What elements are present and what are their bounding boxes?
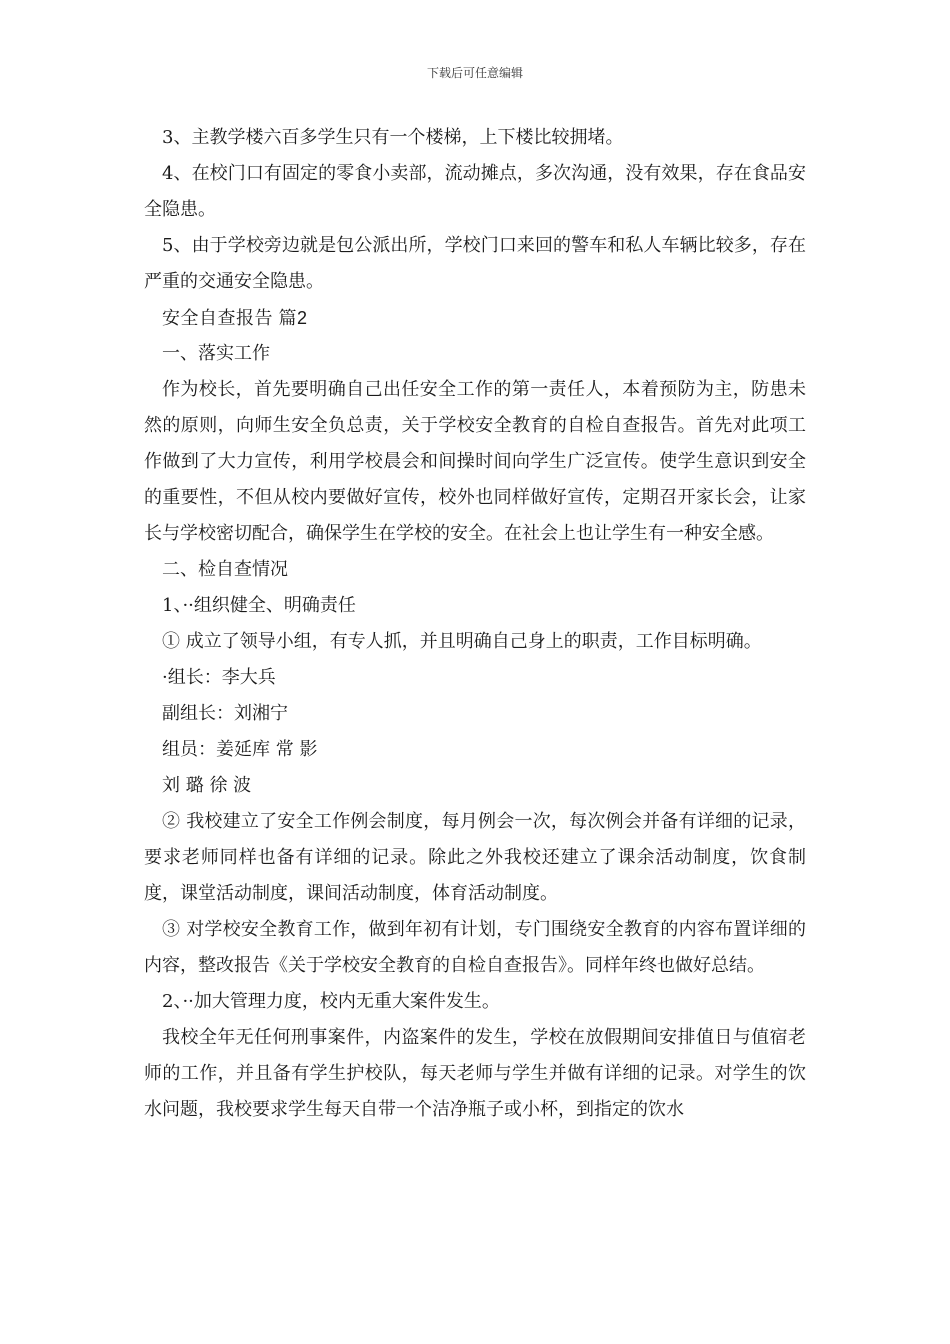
subheading-organization: 1、··组织健全、明确责任 [162,595,356,616]
item-meeting-system: ② 我校建立了安全工作例会制度，每月例会一次，每次例会并备有详细的记录，要求老师同样也备有详细的记录。除此之外我校还建立了课余活动制度，饮食制度，课堂活动制度，课间活动制度，体育活动制度。 [144,811,806,904]
item-annual-plan: ③ 对学校安全教育工作，做到年初有计划，专门围绕安全教育的内容布置详细的内容，整改报告《关于学校安全教育的自检自查报告》。同样年终也做好总结。 [144,919,806,976]
document-body [144,120,806,1128]
paragraph-food-safety: 4、在校门口有固定的零食小卖部，流动摊点，多次沟通，没有效果，存在食品安全隐患。 [144,163,806,220]
heading-self-inspection: 二、检自查情况 [162,559,288,580]
paragraph-stairs-congestion: 3、主教学楼六百多学生只有一个楼梯，上下楼比较拥堵。 [162,127,624,148]
paragraph-traffic-safety: 5、由于学校旁边就是包公派出所，学校门口来回的警车和私人车辆比较多，存在严重的交通安全隐患。 [144,235,806,292]
member-deputy-leader: 副组长：刘湘宁 [162,703,288,724]
paragraph-principal-responsibility: 作为校长，首先要明确自己出任安全工作的第一责任人，本着预防为主，防患未然的原则，向师生安全负总责，关于学校安全教育的自检自查报告。首先对此项工作做到了大力宣传，利用学校晨会和间操时间向学生广泛宣传。使学生意识到安全的重要性，不但从校内要做好宣传，校外也同样做好宣传，定期召开家长会，让家长与学校密切配合，确保学生在学校的安全。在社会上也让学生有一种安全感。 [144,379,806,544]
item-leadership-group: ① 成立了领导小组，有专人抓，并且明确自己身上的职责，工作目标明确。 [162,631,762,652]
section-title-report-2: 安全自查报告 篇2 [162,308,308,328]
heading-implementation: 一、落实工作 [162,343,270,364]
paragraph-no-cases: 我校全年无任何刑事案件，内盗案件的发生，学校在放假期间安排值日与值宿老师的工作，并且备有学生护校队，每天老师与学生并做有详细的记录。对学生的饮水问题，我校要求学生每天自带一个洁净瓶子或小杯，到指定的饮水 [144,1027,806,1120]
subheading-management: 2、··加大管理力度，校内无重大案件发生。 [162,991,500,1012]
member-group-leader: ·组长：李大兵 [162,667,276,688]
page-header-watermark: 下载后可任意编辑 [426,66,523,80]
member-group-members-cont: 刘 璐 徐 波 [162,775,252,796]
member-group-members: 组员：姜延库 常 影 [162,739,318,760]
